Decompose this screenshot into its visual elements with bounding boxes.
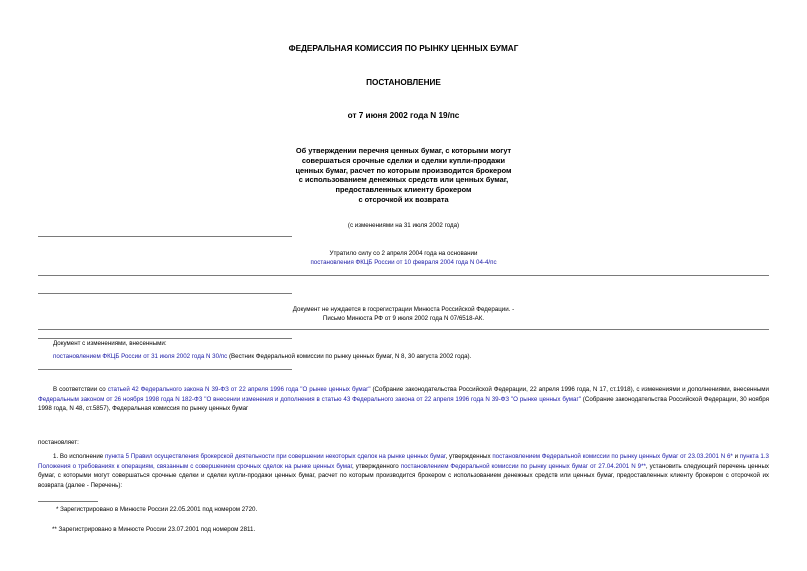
changes-heading: Документ с изменениями, внесенными:	[53, 340, 167, 347]
preamble-text: (Собрание законодательства Российской Федерации, 22 апреля 1996 года, N 17, ст.1918), с изменениями и дополнениями, внесенными	[370, 386, 769, 393]
document-type: ПОСТАНОВЛЕНИЕ	[366, 78, 441, 87]
changes-link[interactable]: постановлением ФКЦБ России от 31 июля 2002 года N 30/пс	[53, 353, 228, 360]
title-line: предоставленных клиенту брокером	[335, 185, 472, 195]
resolution-9-link[interactable]: постановлением Федеральной комиссии по рынку ценных бумаг от 27.04.2001 N 9**	[400, 462, 646, 470]
document-date-number: от 7 июня 2002 года N 19/пс	[347, 111, 460, 120]
footnote: ** Зарегистрировано в Минюсте России 23.07.2001 под номером 2811.	[52, 526, 256, 533]
registration-note-line: Документ не нуждается в госрегистрации Минюста Российской Федерации. -	[292, 306, 515, 313]
title-line: с использованием денежных средств или ценных бумаг,	[298, 175, 509, 185]
title-line: с отсрочкой их возврата	[358, 194, 449, 204]
invalid-note-link[interactable]: постановления ФКЦБ России от 10 февраля 2004 года N 04-4/пс	[310, 259, 497, 266]
rules-link[interactable]: пункта 5 Правил осуществления брокерской деятельности при совершении некоторых сделок на рынке ценных бумаг	[105, 453, 446, 460]
item-1-paragraph	[38, 452, 769, 490]
resolution-6-link[interactable]: постановлением Федеральной комиссии по рынку ценных бумаг от 23.03.2001 N 6*	[492, 453, 733, 460]
item-text: , утвержденных	[445, 453, 493, 460]
amendment-law-link[interactable]: Федеральным законом от 26 ноября 1998 года N 182-ФЗ "О внесении изменения и дополнения в статью 43 Федерального закона от 22 апреля 1996 года N 39-ФЗ "О рынке ценных бумаг"	[38, 395, 581, 403]
divider	[38, 293, 292, 294]
registration-note-line: Письмо Минюста РФ от 9 июля 2002 года N 07/6518-АК.	[322, 315, 485, 322]
item-text: 1. Во исполнение	[53, 453, 105, 460]
regulation-link[interactable]: пункта 1.3 Положения о требованиях к операциям, связанным с совершением срочных сделок на рынке ценных бумаг	[38, 453, 770, 470]
title-line: ценных бумаг, расчет по которым производится брокером	[295, 165, 512, 175]
footnote-divider	[38, 501, 98, 502]
title-line: Об утверждении перечня ценных бумаг, с которыми могут	[295, 146, 512, 155]
preamble-paragraph	[38, 385, 769, 414]
footnote: * Зарегистрировано в Минюсте России 22.05.2001 под номером 2720.	[56, 506, 258, 513]
changes-block	[53, 339, 773, 361]
changes-source: (Вестник Федеральной комиссии по рынку ценных бумаг, N 8, 30 августа 2002 года).	[227, 353, 472, 360]
invalid-note	[0, 249, 807, 267]
changes-entry	[53, 352, 773, 361]
item-text: , установить следующий перечень ценных бумаг, с которыми могут совершаться срочные сделки и сделки купли-продажи ценных бумаг, расчет по которым производится брокером с использованием денежных средств или ценных бумаг, предоставленных клиенту брокером с отсрочкой их возврата (далее - Перечень):	[38, 462, 769, 489]
item-text: , утвержденного	[351, 462, 401, 470]
divider	[38, 369, 292, 370]
invalid-note-text: Утратило силу со 2 апреля 2004 года на основании	[329, 250, 478, 257]
law-link[interactable]: статьей 42 Федерального закона N 39-ФЗ от 22 апреля 1996 года "О рынке ценных бумаг"	[107, 386, 371, 393]
preamble-text: (Собрание законодательства Российской Федерации, 30 ноября 1998 года, N 48, ст.5857), Федеральная комиссия по рынку ценных бумаг	[38, 395, 769, 413]
title-line: совершаться срочные сделки и сделки купли-продажи	[301, 155, 506, 165]
preamble-text: В соответствии со	[53, 386, 108, 393]
divider	[38, 275, 769, 276]
registration-note	[0, 305, 807, 323]
item-text: и	[732, 453, 740, 460]
document-title	[0, 146, 807, 205]
resolves-text: постановляет:	[38, 439, 79, 446]
divider	[38, 236, 292, 237]
agency-heading: ФЕДЕРАЛЬНАЯ КОМИССИЯ ПО РЫНКУ ЦЕННЫХ БУМАГ	[288, 44, 519, 53]
amendments-note: (с изменениями на 31 июля 2002 года)	[347, 222, 460, 229]
divider	[38, 329, 769, 330]
